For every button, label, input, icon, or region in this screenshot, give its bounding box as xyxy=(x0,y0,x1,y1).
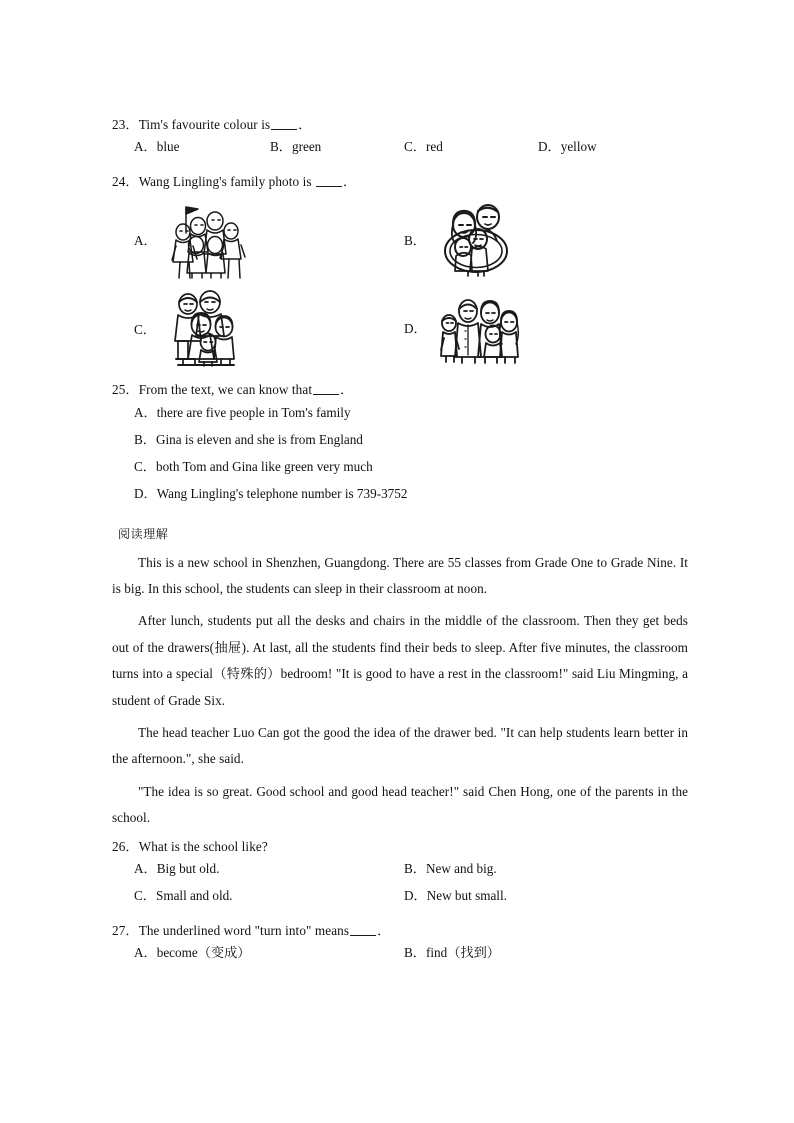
option-text: become（变成） xyxy=(156,945,251,961)
option-text: Small and old. xyxy=(155,887,233,903)
family-six-people-grandparents-image xyxy=(164,289,248,367)
option-label: D． xyxy=(404,887,427,903)
question-27 xyxy=(112,924,688,973)
question-26-stem xyxy=(112,840,688,853)
option-label: C． xyxy=(404,139,426,155)
option-label: C． xyxy=(134,321,156,337)
option-label: D． xyxy=(538,139,561,155)
question-26-number: 26． xyxy=(112,838,139,854)
question-23-blank xyxy=(271,129,297,130)
question-23-option-b[interactable] xyxy=(270,140,321,153)
reading-paragraph-2: After lunch, students put all the desks and chairs in the middle of the classroom. Then they get beds out of the drawers(抽屉). At last, all the students find their beds to sleep. After five minutes, the classroom turns into a special（特殊的）bedroom! "It is good to have a rest in the classroom!" said Liu Mingming, a student of Grade Six. xyxy=(112,613,688,708)
question-27-options-row-1 xyxy=(112,946,688,973)
question-24-stem-text: Wang Lingling's family photo is xyxy=(138,174,315,190)
question-27-number: 27． xyxy=(112,922,139,938)
option-text: New and big. xyxy=(425,860,497,876)
question-26-options-row-1 xyxy=(112,862,688,889)
option-label: B． xyxy=(270,139,292,155)
reading-paragraph-4: "The idea is so great. Good school and good head teacher!" said Chen Hong, one of the parents in the school. xyxy=(112,783,688,826)
option-label: A． xyxy=(134,945,157,961)
question-23-stem-tail: ． xyxy=(298,117,312,132)
question-25-stem xyxy=(112,383,688,396)
option-text: Wang Lingling's telephone number is 739-3752 xyxy=(156,485,408,501)
option-label: A． xyxy=(134,232,157,248)
question-25-blank xyxy=(313,394,339,395)
reading-paragraph-1: This is a new school in Shenzhen, Guangdong. There are 55 classes from Grade One to Grade Nine. It is big. In this school, the students can sleep in their classroom at noon. xyxy=(112,554,688,597)
question-25-option-b[interactable] xyxy=(134,433,363,446)
option-label: D． xyxy=(134,485,157,501)
question-24-number: 24． xyxy=(112,174,139,190)
question-27-option-b[interactable] xyxy=(404,946,500,959)
question-27-stem xyxy=(112,924,688,937)
question-25-stem-text: From the text, we can know that xyxy=(138,382,313,398)
question-26-option-a[interactable] xyxy=(134,862,219,875)
option-text: both Tom and Gina like green very much xyxy=(155,458,373,474)
question-27-stem-text: The underlined word "turn into" means xyxy=(138,922,350,938)
option-label: B． xyxy=(404,945,426,961)
question-26-option-c[interactable] xyxy=(134,889,233,902)
question-23-number: 23． xyxy=(112,117,139,132)
option-text: find（找到） xyxy=(425,945,500,961)
family-four-in-circle-frame-image xyxy=(434,199,518,279)
question-25-option-a[interactable] xyxy=(134,406,351,419)
question-23-option-c[interactable] xyxy=(404,140,443,153)
question-24-blank xyxy=(316,186,342,187)
option-text: blue xyxy=(156,139,180,155)
reading-section-heading: 阅读理解 xyxy=(118,526,169,541)
option-text: green xyxy=(291,139,322,155)
question-26-stem-text: What is the school like? xyxy=(138,838,268,854)
option-label: C． xyxy=(134,887,156,903)
option-label: A． xyxy=(134,139,157,155)
question-26-option-b[interactable] xyxy=(404,862,497,875)
option-label: B． xyxy=(404,860,426,876)
question-24-stem xyxy=(112,175,688,188)
question-27-stem-tail: ． xyxy=(377,922,391,938)
question-26-option-d[interactable] xyxy=(404,889,507,902)
option-label: C． xyxy=(134,458,156,474)
option-text: Big but old. xyxy=(156,860,220,876)
reading-paragraph-3: The head teacher Luo Can got the good the idea of the drawer bed. "It can help students learn better in the afternoon.", she said. xyxy=(112,725,688,767)
option-text: red xyxy=(425,139,443,155)
question-23-stem xyxy=(112,118,688,131)
option-label: A． xyxy=(134,404,157,420)
question-24-option-a[interactable] xyxy=(134,199,249,279)
question-25-option-d[interactable] xyxy=(134,487,407,500)
question-25-stem-tail: ． xyxy=(340,382,354,398)
question-24-picture-options xyxy=(112,197,688,375)
option-text: yellow xyxy=(560,139,597,155)
option-label: B． xyxy=(404,232,426,248)
option-label: A． xyxy=(134,860,157,876)
question-24-option-b[interactable] xyxy=(404,199,518,279)
question-26-options-row-2 xyxy=(112,889,688,916)
question-25 xyxy=(112,383,688,513)
question-26 xyxy=(112,840,688,916)
question-25-number: 25． xyxy=(112,382,139,398)
question-23 xyxy=(112,118,688,167)
question-23-option-d[interactable] xyxy=(538,140,597,153)
question-25-option-b-row xyxy=(112,433,688,460)
family-five-people-standing-image xyxy=(435,289,523,365)
question-25-option-d-row xyxy=(112,487,688,514)
question-25-option-c-row xyxy=(112,460,688,487)
question-24-stem-tail: ． xyxy=(343,174,357,190)
question-23-options xyxy=(112,140,688,167)
question-24 xyxy=(112,175,688,375)
option-label: B． xyxy=(134,431,156,447)
question-23-stem-text: Tim's favourite colour is xyxy=(138,117,271,132)
option-label: D． xyxy=(404,320,427,336)
option-text: Gina is eleven and she is from England xyxy=(155,431,363,447)
question-25-option-a-row xyxy=(112,406,688,433)
family-group-seven-people-with-flag-image xyxy=(165,199,249,279)
question-25-option-c[interactable] xyxy=(134,460,373,473)
question-27-blank xyxy=(350,935,376,936)
option-text: there are five people in Tom's family xyxy=(156,404,351,420)
question-27-option-a[interactable] xyxy=(134,946,250,959)
question-23-option-a[interactable] xyxy=(134,140,179,153)
option-text: New but small. xyxy=(426,887,507,903)
question-24-option-d[interactable] xyxy=(404,289,523,365)
question-24-option-c[interactable] xyxy=(134,289,248,367)
page-content xyxy=(112,118,688,973)
